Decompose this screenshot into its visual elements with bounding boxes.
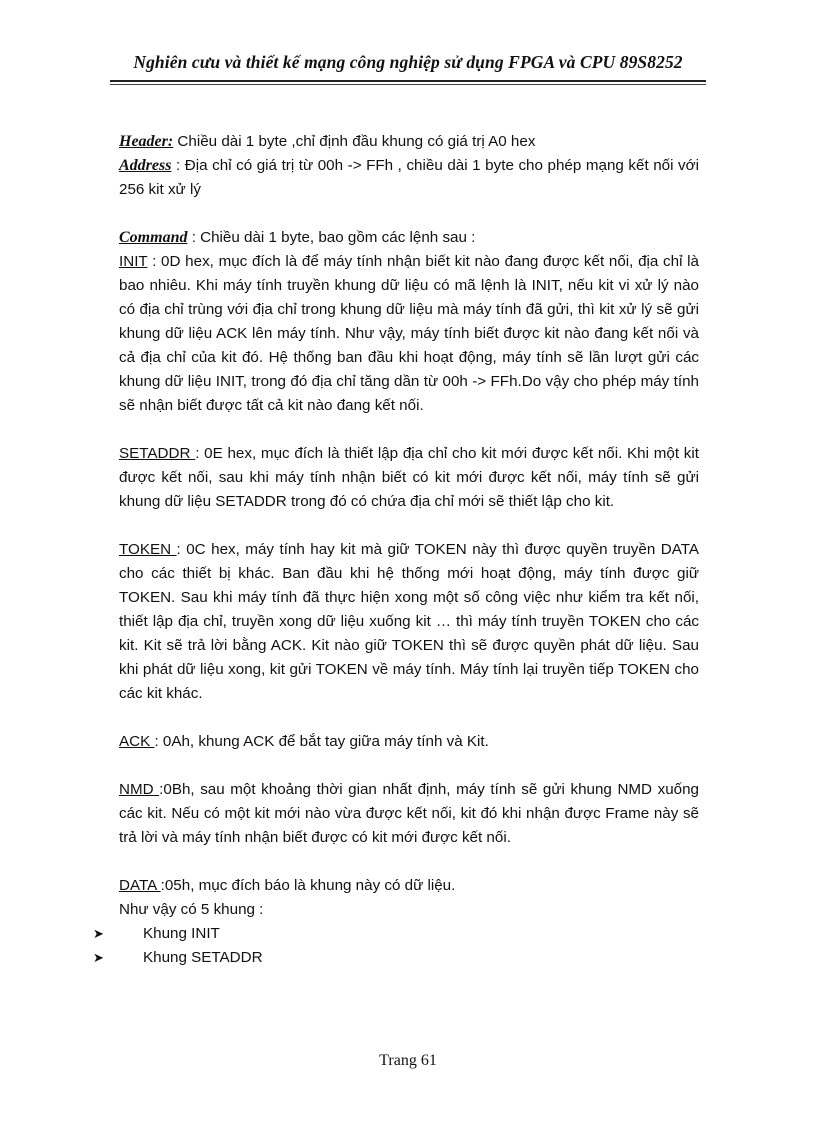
paragraph-header-field [119, 130, 699, 154]
text-init: : 0D hex, mục đích là để máy tính nhận biết kit nào đang được kết nối, địa chỉ là bao nhiêu. Khi máy tính truyền khung dữ liệu có mã lệnh là INIT, nếu kit vi xử lý nào có địa chỉ trùng với địa chỉ trong khung dữ liệu mà máy tính đã gửi, thì kit xử lý sẽ gửi khung dữ liệu ACK lên máy tính. Như vậy, máy tính biết được kit nào đang kết nối và cả địa chỉ của kit đó. Hệ thống ban đầu khi hoạt động, máy tính sẽ lần lượt gửi các khung dữ liệu INIT, trong đó địa chỉ tăng dần từ 00h -> FFh.Do vậy cho phép máy tính sẽ nhận biết được tất cả kit nào đang kết nối. [119, 253, 699, 414]
label-data: DATA [119, 877, 161, 894]
text-data: :05h, mục đích báo là khung này có dữ liệu. [160, 877, 456, 894]
label-address: Address [119, 157, 172, 174]
text-address: : Địa chỉ có giá trị từ 00h -> FFh , chiều dài 1 byte cho phép mạng kết nối với 256 kit xử lý [119, 157, 699, 198]
page-header-title: Nghiên cưu và thiết kế mạng công nghiệp sử dụng FPGA và CPU 89S8252 [133, 52, 683, 72]
text-ack: : 0Ah, khung ACK để bắt tay giữa máy tính và Kit. [154, 733, 489, 750]
arrowhead-bullet-icon: ➤ [93, 950, 104, 965]
label-setaddr: SETADDR [119, 445, 196, 462]
page-number: Trang 61 [379, 1052, 437, 1069]
spacer [119, 514, 699, 538]
text-command: : Chiều dài 1 byte, bao gồm các lệnh sau : [187, 229, 476, 246]
paragraph-nmd [119, 778, 699, 850]
spacer [119, 418, 699, 442]
list-item [93, 946, 699, 970]
paragraph-summary: Như vậy có 5 khung : [119, 901, 264, 918]
paragraph-address-field [119, 154, 699, 202]
text-token: : 0C hex, máy tính hay kit mà giữ TOKEN này thì được quyền truyền DATA cho các thiết bị khác. Ban đầu khi hệ thống mới hoạt động, máy tính được giữ TOKEN. Sau khi máy tính đã thực hiện xong một số công việc như kiểm tra kết nối, thiết lập địa chỉ, truyền xong dữ liệu xuống kit … thì máy tính truyền TOKEN cho các kit. Kit sẽ trả lời bằng ACK. Kit nào giữ TOKEN thì sẽ được quyền phát dữ liệu. Sau khi phát dữ liệu xong, kit gửi TOKEN về máy tính. Máy tính lại truyền tiếp TOKEN cho các kit khác. [119, 541, 699, 702]
paragraph-data [119, 874, 699, 898]
text-setaddr: : 0E hex, mục đích là thiết lập địa chỉ cho kit mới được kết nối. Khi một kit được kết nối, sau khi máy tính nhận biết có kit mới được kết nối, máy tính sẽ gửi khung dữ liệu SETADDR trong đó có chứa địa chỉ mới sẽ thiết lập cho kit. [119, 445, 699, 510]
paragraph-setaddr [119, 442, 699, 514]
list-item-text: Khung SETADDR [143, 949, 263, 966]
text-header: Chiều dài 1 byte ,chỉ định đầu khung có giá trị A0 hex [173, 133, 536, 150]
label-nmd: NMD [119, 781, 160, 798]
text-nmd: :0Bh, sau một khoảng thời gian nhất định, máy tính sẽ gửi khung NMD xuống các kit. Nếu có một kit mới nào vừa được kết nối, kit đó khi nhận được Frame này sẽ trả lời và máy tính nhận biết được có kit mới được kết nối. [119, 781, 699, 846]
paragraph-ack [119, 730, 699, 754]
header-rule-thin [110, 84, 706, 85]
arrowhead-bullet-icon: ➤ [93, 926, 104, 941]
paragraph-init [119, 250, 699, 418]
list-item-text: Khung INIT [143, 925, 220, 942]
paragraph-token [119, 538, 699, 706]
spacer [119, 754, 699, 778]
label-command: Command [119, 229, 188, 246]
list-item [93, 922, 699, 946]
label-header: Header: [119, 133, 174, 150]
spacer [119, 850, 699, 874]
paragraph-command-field [119, 226, 699, 250]
header-rule [110, 80, 706, 82]
label-token: TOKEN [119, 541, 177, 558]
body-content [93, 130, 699, 970]
spacer [119, 706, 699, 730]
spacer [119, 202, 699, 226]
label-init: INIT [119, 253, 148, 270]
label-ack: ACK [119, 733, 155, 750]
